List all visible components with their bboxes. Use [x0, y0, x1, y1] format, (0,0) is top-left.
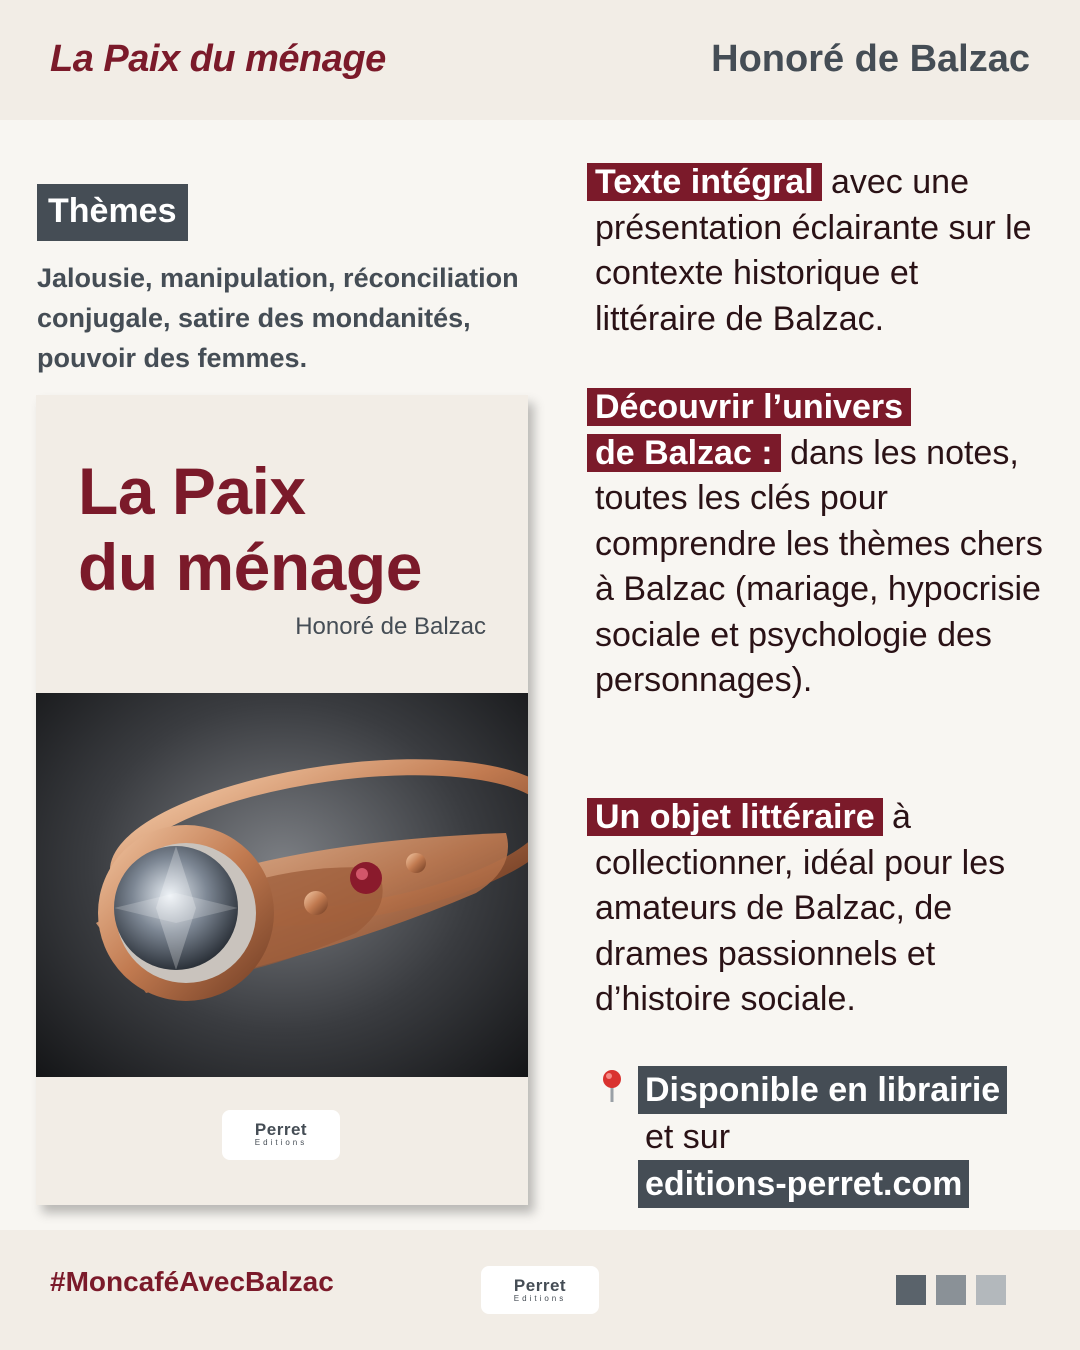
cover-title: [78, 453, 422, 605]
cover-title-line2: du ménage: [78, 530, 422, 604]
book-cover: [36, 395, 528, 1205]
footer-logo-sub: Editions: [513, 1294, 567, 1303]
feature-univers-highlight-1: Découvrir l’univers: [587, 388, 911, 426]
cover-logo-sub: Editions: [254, 1138, 308, 1147]
website-link[interactable]: editions-perret.com: [638, 1160, 969, 1208]
themes-label: Thèmes: [37, 184, 188, 241]
pin-icon: [598, 1068, 626, 1104]
footer-logo-name: Perret: [513, 1276, 567, 1295]
cover-title-line1: La Paix: [78, 454, 306, 528]
cover-author: Honoré de Balzac: [295, 613, 486, 640]
feature-univers-highlight-2: de Balzac :: [587, 434, 781, 472]
cover-logo-name: Perret: [254, 1120, 308, 1139]
feature-objet-highlight: Un objet littéraire: [587, 798, 883, 836]
feature-objet-text: à collectionner, idéal pour les amateurs de Balzac, de drames passionnels et d’histoire sociale.: [595, 798, 1006, 1018]
feature-univers: [595, 385, 1045, 704]
ring-illustration: [36, 693, 528, 1077]
indicator-square-2[interactable]: [936, 1275, 966, 1305]
feature-integral-text: avec une présentation éclairante sur le contexte historique et littéraire de Balzac.: [595, 163, 1032, 338]
feature-objet: [595, 795, 1045, 1023]
cover-publisher-logo: [222, 1110, 340, 1160]
availability-middle: et sur: [645, 1118, 731, 1156]
availability-highlight: Disponible en librairie: [638, 1066, 1007, 1114]
book-author: Honoré de Balzac: [711, 38, 1030, 80]
footer-bar: [0, 1230, 1080, 1350]
feature-integral: [595, 160, 1045, 342]
indicator-square-3[interactable]: [976, 1275, 1006, 1305]
footer-publisher-logo: [481, 1266, 599, 1314]
availability-block: [598, 1066, 1007, 1208]
indicator-square-1[interactable]: [896, 1275, 926, 1305]
feature-integral-highlight: Texte intégral: [587, 163, 822, 201]
ring-photo: [36, 693, 528, 1077]
hashtag: #MoncaféAvecBalzac: [50, 1266, 334, 1297]
themes-text: Jalousie, manipulation, réconciliation conjugale, satire des mondanités, pouvoir des femmes.: [37, 263, 519, 373]
book-title: La Paix du ménage: [50, 38, 386, 80]
carousel-indicator: [896, 1275, 1016, 1310]
header-bar: [0, 0, 1080, 120]
feature-univers-text: dans les notes, toutes les clés pour comprendre les thèmes chers à Balzac (mariage, hypocrisie sociale et psychologie des personnages).: [595, 433, 1043, 699]
